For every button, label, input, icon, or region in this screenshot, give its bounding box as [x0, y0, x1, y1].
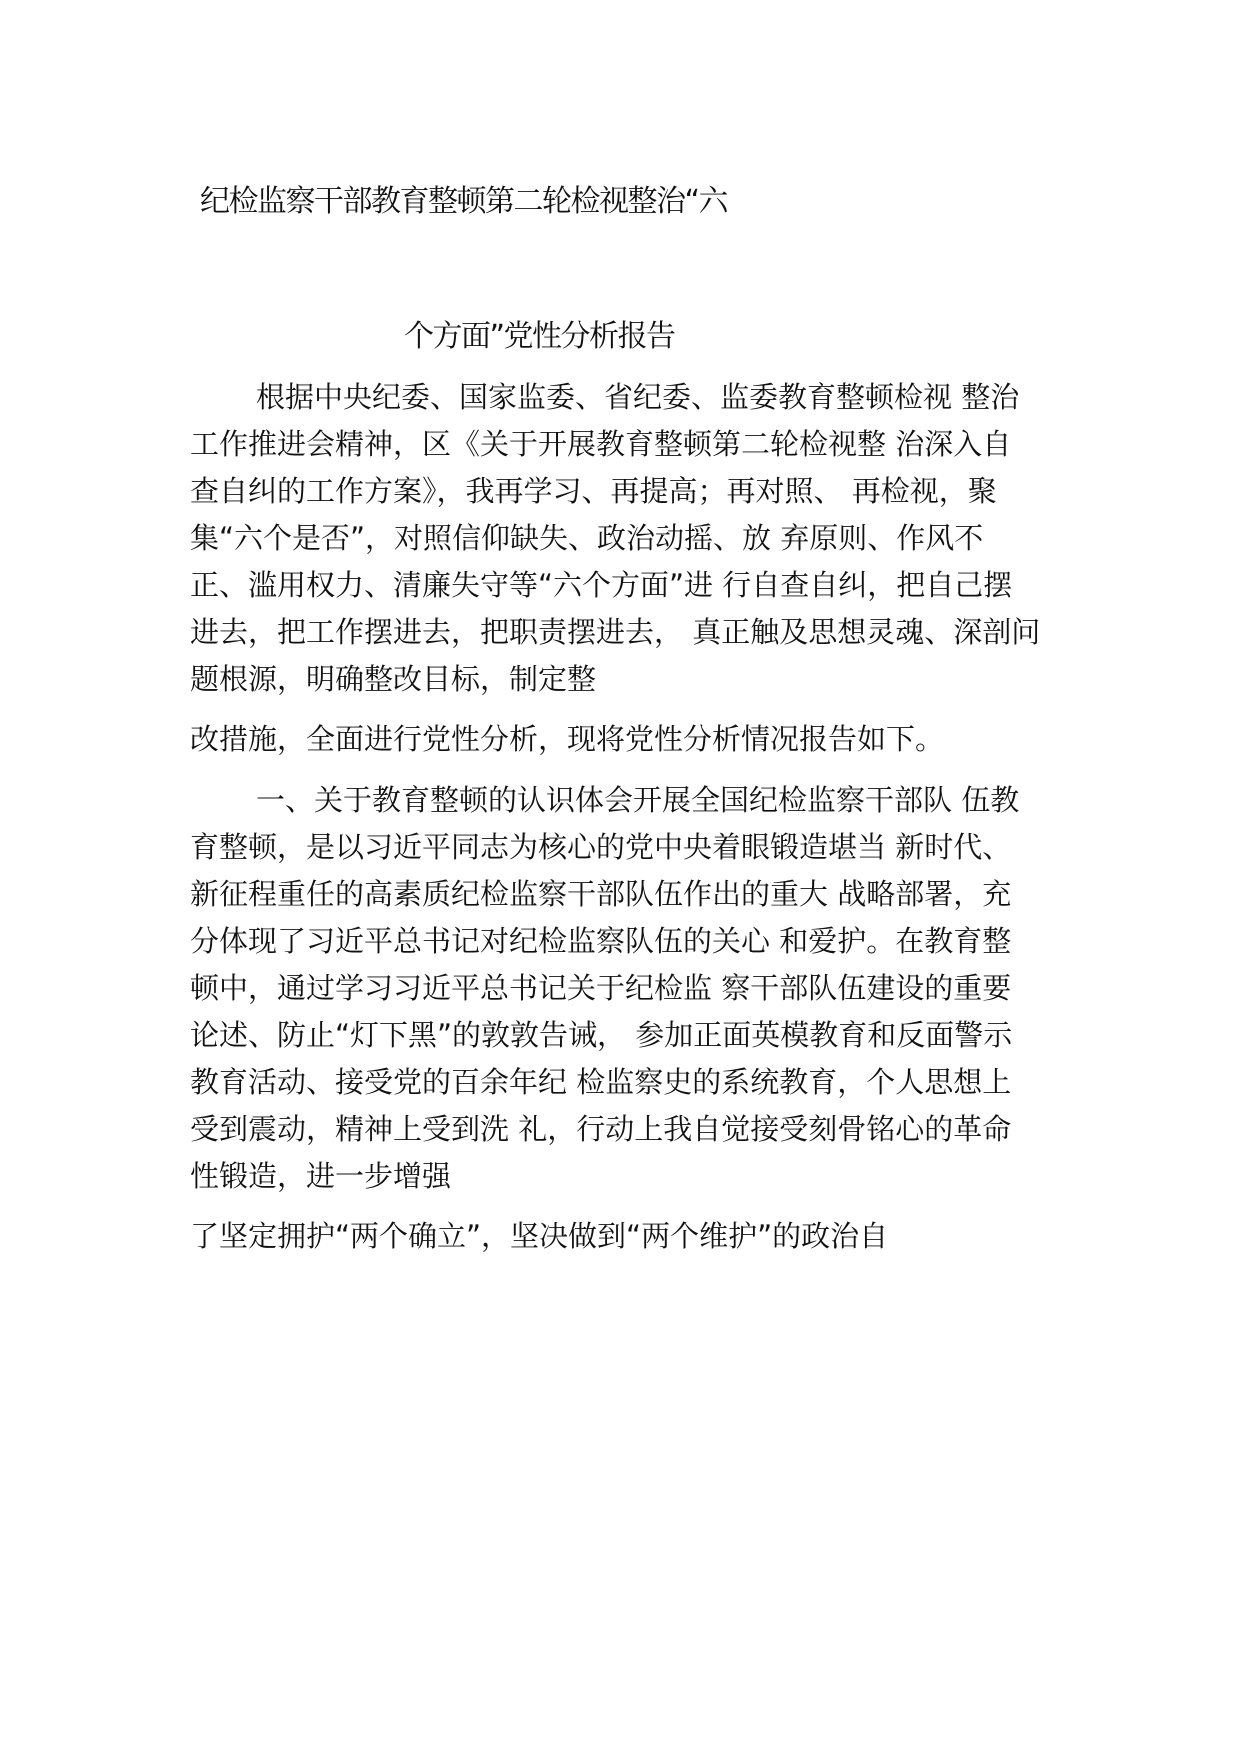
section-1-line: 一、关于教育整顿的认识体会开展全国纪检监察干部队 伍教: [256, 783, 1020, 817]
section-1-line: 分体现了习近平总书记对纪检监察队伍的关心 和爱护。在教育整: [190, 924, 1012, 958]
section-1-line: 教育活动、接受党的百余年纪 检监察史的系统教育，个人思想上: [190, 1065, 1012, 1099]
document-title-line-1: 纪检监察干部教育整顿第二轮检视整治“六: [200, 184, 728, 219]
section-1-continued-line: 了坚定拥护“两个确立”，坚决做到“两个维护”的政治自: [190, 1219, 889, 1253]
paragraph-1-line: 进去，把工作摆进去，把职责摆进去， 真正触及思想灵魂、深剖问: [190, 615, 1041, 649]
section-1-line: 受到震动，精神上受到洗 礼，行动上我自觉接受刻骨铭心的革命: [190, 1112, 1012, 1146]
paragraph-1-line: 根据中央纪委、国家监委、省纪委、监委教育整顿检视 整治: [256, 380, 1020, 414]
paragraph-1-line: 集“六个是否”，对照信仰缺失、政治动摇、放 弃原则、作风不: [190, 521, 984, 555]
paragraph-2-line: 改措施，全面进行党性分析，现将党性分析情况报告如下。: [190, 722, 945, 756]
section-1-line: 论述、防止“灯下黑”的敦敦告诫， 参加正面英模教育和反面警示: [190, 1018, 1013, 1052]
section-1-line: 性锻造，进一步增强: [190, 1159, 452, 1193]
paragraph-1-line: 查自纠的工作方案》，我再学习、再提高；再对照、 再检视，聚: [190, 474, 997, 508]
section-1-line: 育整顿，是以习近平同志为核心的党中央着眼锻造堪当 新时代、: [190, 830, 1012, 864]
document-title-line-2: 个方面”党性分析报告: [404, 319, 675, 354]
paragraph-1-line: 工作推进会精神，区《关于开展教育整顿第二轮检视整 治深入自: [190, 427, 1012, 461]
paragraph-1-line: 正、滥用权力、清廉失守等“六个方面”进 行自查自纠，把自己摆: [190, 568, 1013, 602]
section-1-line: 新征程重任的高素质纪检监察干部队伍作出的重大 战略部署，充: [190, 877, 1012, 911]
section-1-line: 顿中，通过学习习近平总书记关于纪检监 察干部队伍建设的重要: [190, 971, 1012, 1005]
paragraph-1-line: 题根源，明确整改目标，制定整: [190, 662, 597, 696]
